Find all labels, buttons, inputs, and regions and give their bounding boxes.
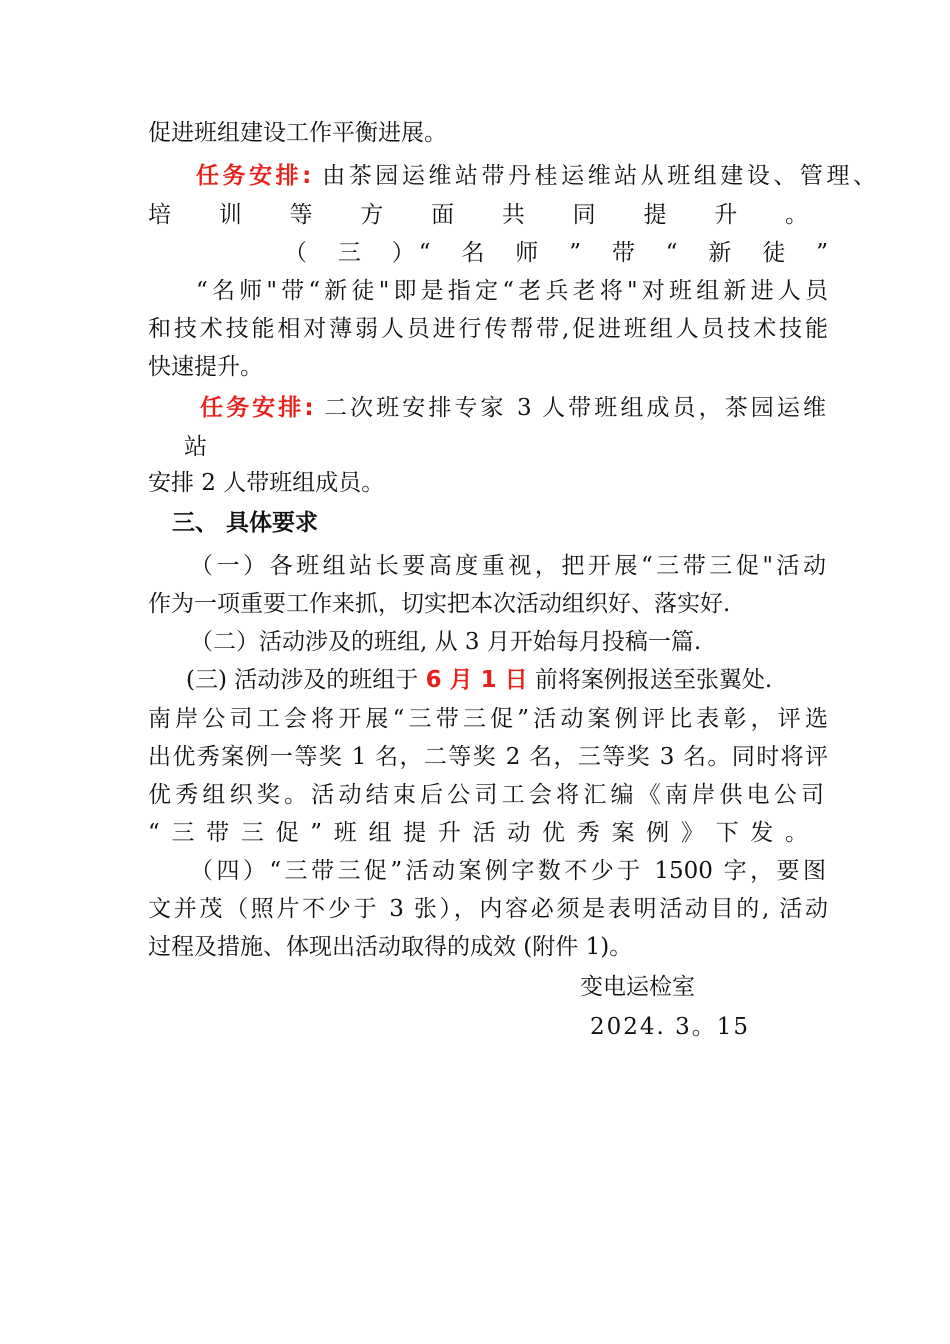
text-span: 三、 具体要求 bbox=[172, 510, 319, 536]
text-span: （ 三 ）“ 名 师 ” 带 “ 新 徒 ” bbox=[284, 240, 828, 266]
task-arrangement-label: 任务安排: bbox=[200, 395, 314, 421]
text-span: 和技术技能相对薄弱人员进行传帮带,促进班组人员技术技能 bbox=[148, 316, 828, 342]
text-span: 由茶园运维站带丹桂运维站从班组建设、管理、 bbox=[311, 163, 876, 189]
task-arrangement-label: 任务安排: bbox=[196, 163, 312, 189]
text-span: （一）各班组站长要高度重视，把开展“三带三促"活动 bbox=[190, 553, 826, 579]
task-arrangement-line bbox=[200, 393, 826, 423]
text-span: 前将案例报送至张翼处. bbox=[527, 667, 773, 693]
paragraph-line bbox=[148, 468, 828, 498]
text-span: 优秀组织奖。活动结束后公司工会将汇编《南岸供电公司 bbox=[148, 782, 824, 808]
text-span: （四）“三带三促”活动案例字数不少于 1500 字，要图 bbox=[190, 858, 826, 884]
paragraph-line bbox=[148, 818, 808, 848]
text-span: 过程及措施、体现出活动取得的成效 (附件 1)。 bbox=[148, 934, 633, 960]
text-span: 二次班安排专家 3 人带班组成员，茶园运维 bbox=[313, 395, 826, 421]
paragraph-line bbox=[148, 352, 828, 382]
text-span: 安排 2 人带班组成员。 bbox=[148, 470, 385, 496]
text-span: （二）活动涉及的班组, 从 3 月开始每月投稿一篇. bbox=[190, 629, 702, 655]
paragraph-line bbox=[190, 856, 826, 886]
signature-date bbox=[590, 1012, 790, 1042]
text-span: 站 bbox=[184, 434, 207, 460]
text-span: 文并茂（照片不少于 3 张），内容必须是表明活动目的, 活动 bbox=[148, 896, 828, 922]
paragraph-line bbox=[196, 276, 828, 306]
paragraph-line bbox=[190, 627, 870, 657]
paragraph-line bbox=[148, 894, 828, 924]
paragraph-line bbox=[148, 314, 828, 344]
paragraph-line bbox=[148, 589, 828, 619]
paragraph-line bbox=[148, 118, 828, 148]
text-span: “名师"带“新徒"即是指定“老兵老将"对班组新进人员 bbox=[196, 278, 828, 304]
deadline-line bbox=[186, 665, 866, 695]
text-span: 促进班组建设工作平衡进展。 bbox=[148, 120, 447, 146]
paragraph-line bbox=[190, 551, 826, 581]
paragraph-line bbox=[184, 432, 864, 462]
paragraph-line bbox=[148, 932, 828, 962]
deadline-date: 6 月 1 日 bbox=[425, 667, 528, 693]
text-span: 变电运检室 bbox=[580, 974, 695, 1000]
text-span: 南岸公司工会将开展“三带三促”活动案例评比表彰，评选 bbox=[148, 706, 828, 732]
text-span: 培 训 等 方 面 共 同 提 升 。 bbox=[148, 202, 808, 228]
signature-department bbox=[580, 972, 780, 1002]
text-span: 出优秀案例一等奖 1 名，二等奖 2 名，三等奖 3 名。同时将评 bbox=[148, 744, 828, 770]
section-heading-requirements bbox=[172, 508, 852, 538]
paragraph-line bbox=[148, 742, 828, 772]
task-arrangement-line bbox=[196, 161, 876, 191]
text-span: 2024. 3。15 bbox=[590, 1014, 751, 1040]
paragraph-line bbox=[148, 780, 824, 810]
text-span: 快速提升。 bbox=[148, 354, 263, 380]
section-heading-3 bbox=[284, 238, 828, 268]
text-span: (三) 活动涉及的班组于 bbox=[186, 667, 426, 693]
paragraph-line bbox=[148, 704, 828, 734]
text-span: 作为一项重要工作来抓，切实把本次活动组织好、落实好. bbox=[148, 591, 731, 617]
text-span: “三带三促”班组提升活动优秀案例》下发。 bbox=[148, 820, 808, 846]
paragraph-line bbox=[148, 200, 808, 230]
